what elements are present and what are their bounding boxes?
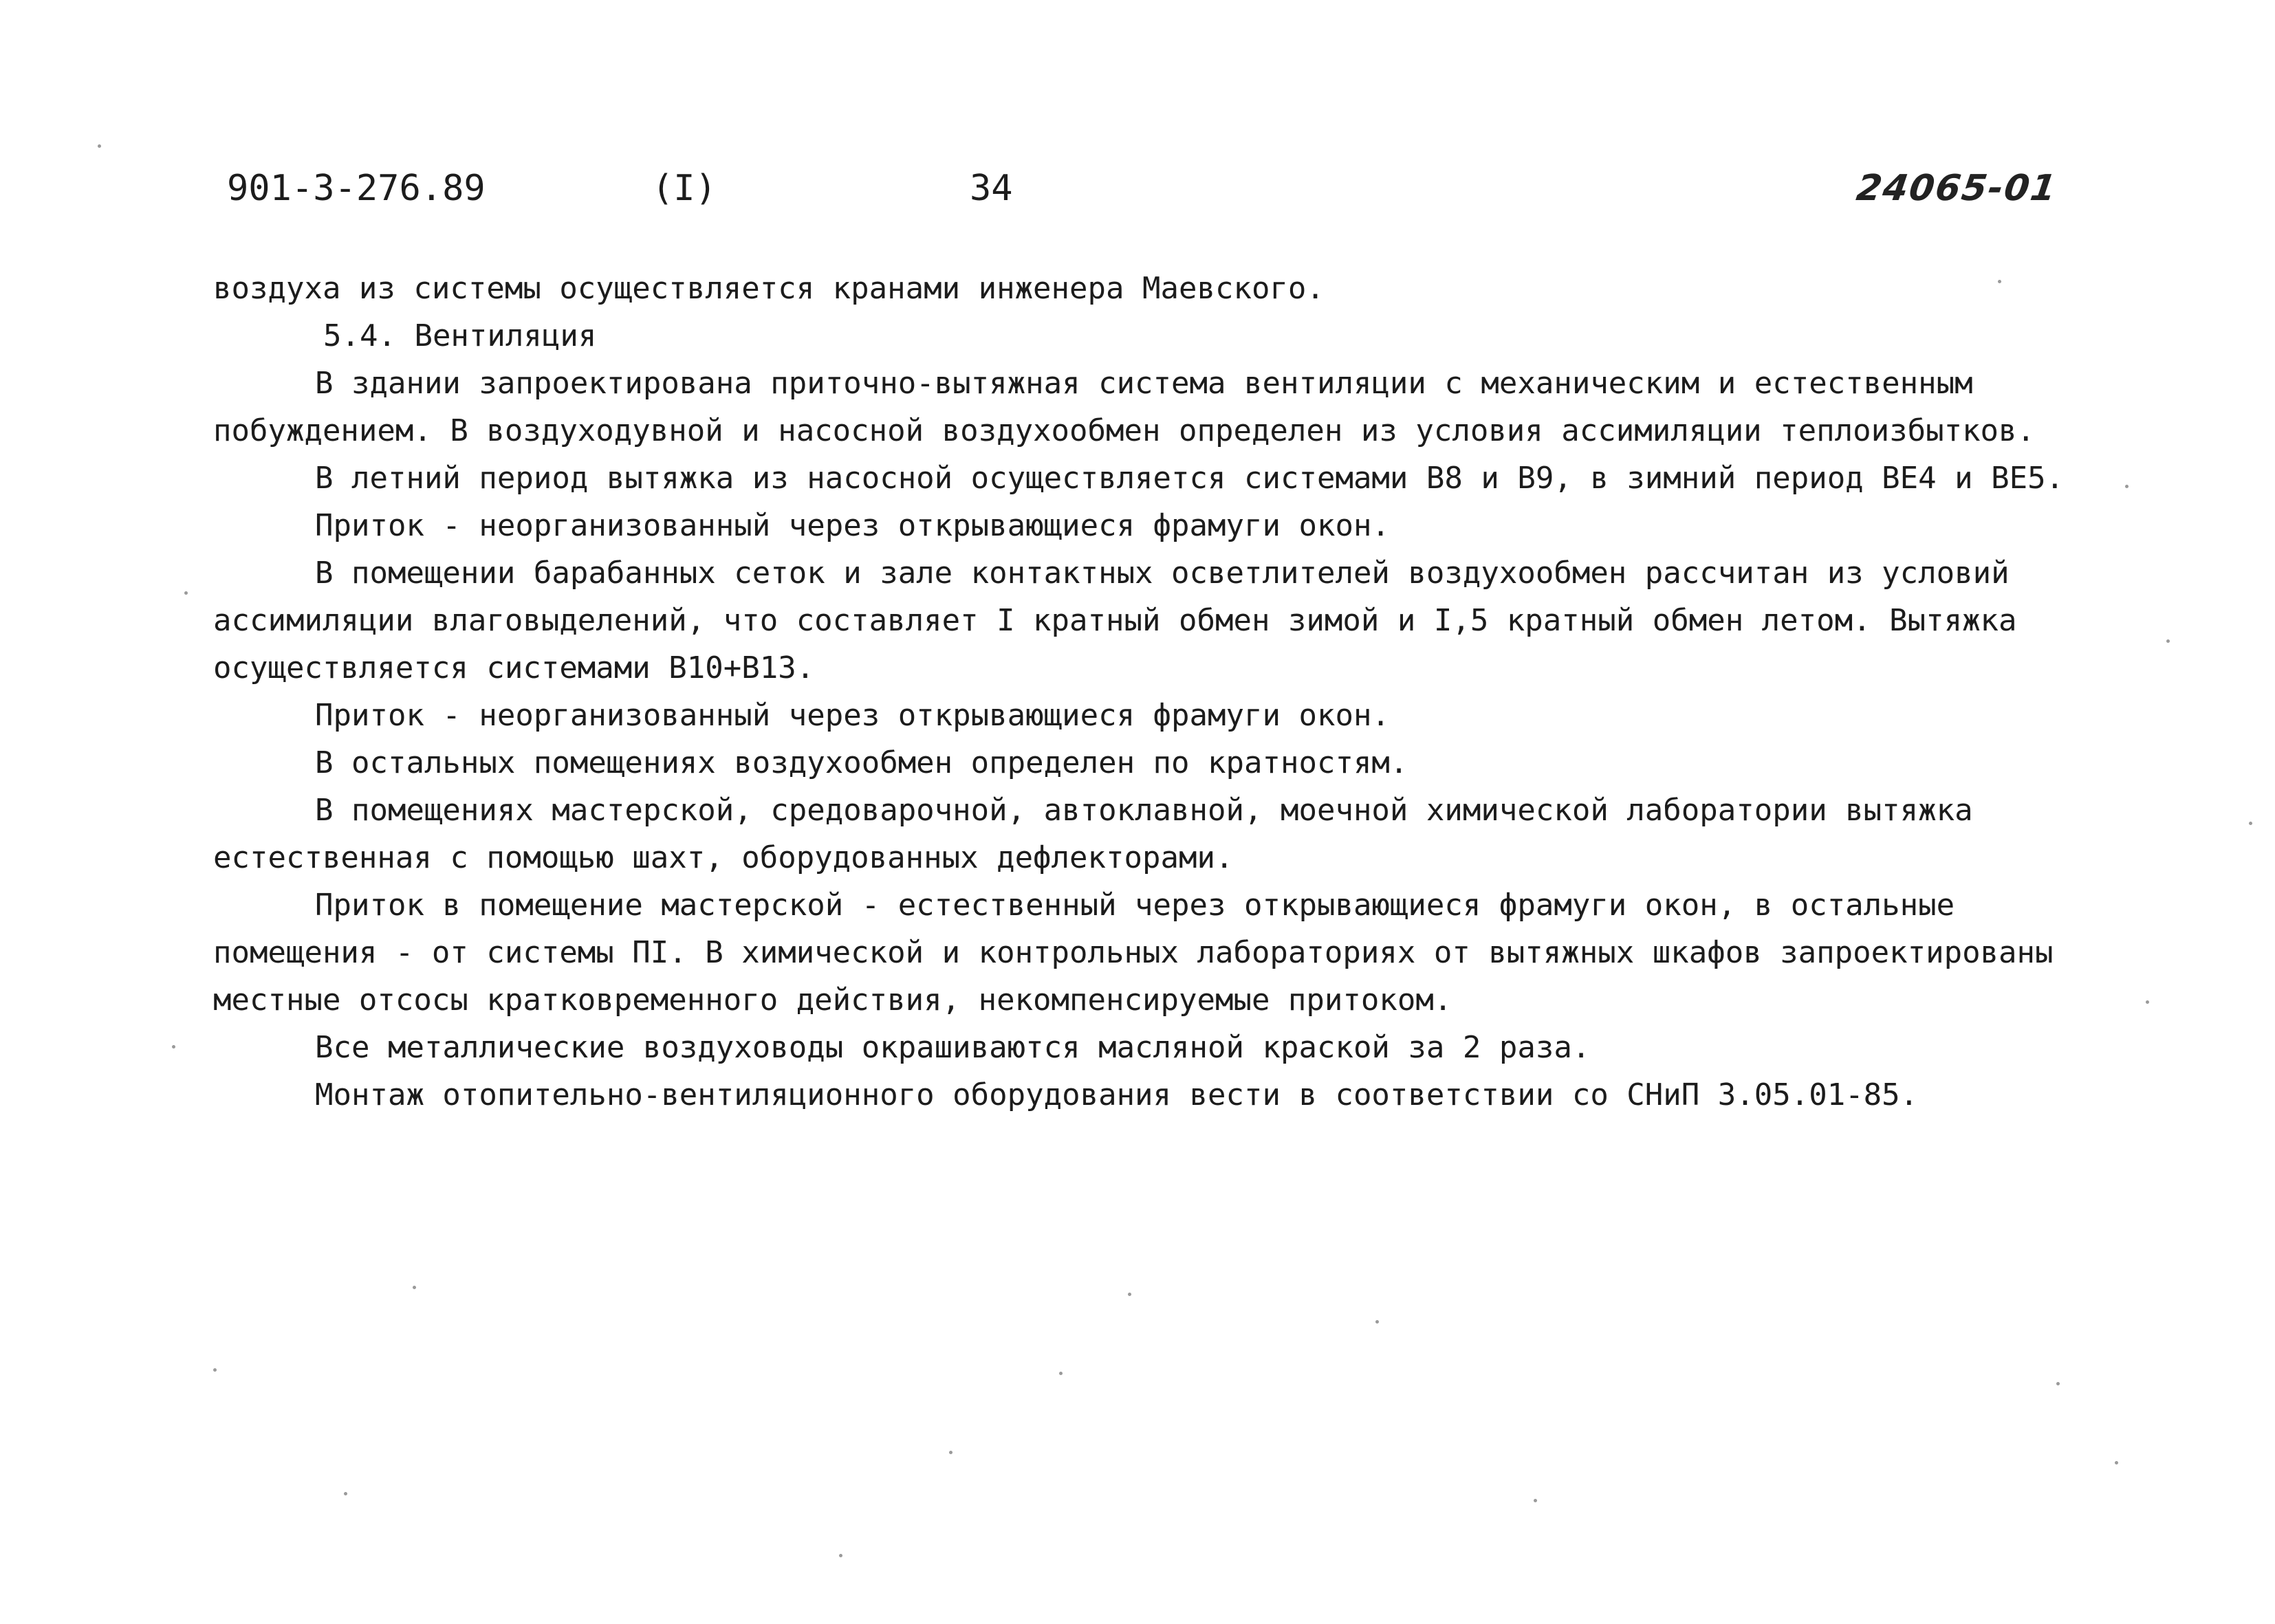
- scan-speck: [413, 1286, 416, 1289]
- scan-speck: [1059, 1372, 1063, 1375]
- document-body: [213, 265, 2132, 1119]
- scan-speck: [1128, 1293, 1131, 1296]
- paragraph: Все металлические воздуховоды окрашиваются масляной краской за 2 раза.: [315, 1030, 1591, 1065]
- paragraph: Монтаж отопительно-вентиляционного оборудования вести в соответствии со СНиП 3.05.01-85.: [315, 1077, 1919, 1112]
- scan-speck: [949, 1451, 953, 1454]
- paragraph: Приток - неорганизованный через открывающиеся фрамуги окон.: [315, 508, 1390, 543]
- scan-speck: [172, 1045, 175, 1049]
- document-number: 901-3-276.89: [227, 168, 486, 209]
- paragraph: Приток в помещение мастерской - естественный через открывающиеся фрамуги окон, в остальные помещения - от системы ПI. В химической и контрольных лабораториях от вытяжных шкафов запроектированы местные отсосы кратковременного действия, некомпенсируемые притоком.: [213, 888, 2072, 1018]
- scan-speck: [2249, 822, 2252, 825]
- scan-speck: [2166, 639, 2170, 643]
- scan-speck: [98, 144, 101, 148]
- paragraph: В помещении барабанных сеток и зале контактных осветлителей воздухообмен рассчитан из условий ассимиляции влаговыделений, что составляет I кратный обмен зимой и I,5 кратный обмен летом. Вытяжка осуществляется системами В10+В13.: [213, 556, 2036, 685]
- paragraph: В помещениях мастерской, средоварочной, автоклавной, моечной химической лаборатории вытяжка естественная с помощью шахт, оборудованных дефлекторами.: [213, 793, 1992, 875]
- scan-speck: [2146, 1000, 2149, 1004]
- paragraph: Приток - неорганизованный через открывающиеся фрамуги окон.: [315, 698, 1390, 733]
- scan-speck: [1375, 1320, 1379, 1324]
- page-number: 34: [970, 168, 1013, 209]
- section-heading: 5.4. Вентиляция: [323, 318, 597, 353]
- scan-speck: [2056, 1382, 2060, 1385]
- scan-speck: [839, 1554, 842, 1557]
- scan-speck: [1998, 280, 2001, 283]
- paragraph: В летний период вытяжка из насосной осуществляется системами В8 и В9, в зимний период ВЕ4 и ВЕ5.: [315, 461, 2065, 496]
- scan-speck: [184, 591, 188, 595]
- paragraph: В здании запроектирована приточно-вытяжная система вентиляции с механическим и естественным побуждением. В воздуходувной и насосной воздухообмен определен из условия ассимиляции теплоизбытков.: [213, 366, 2036, 448]
- inventory-number: 24065-01: [1853, 168, 2060, 209]
- paragraph: В остальных помещениях воздухообмен определен по кратностям.: [315, 745, 1408, 780]
- paragraph-continuation: воздуха из системы осуществляется кранами инженера Маевского.: [213, 271, 1325, 306]
- scan-speck: [344, 1492, 347, 1495]
- scan-speck: [2125, 485, 2129, 488]
- scan-speck: [1534, 1499, 1537, 1502]
- scan-speck: [213, 1368, 217, 1372]
- scan-speck: [2115, 1461, 2118, 1464]
- volume-number: (I): [652, 168, 717, 209]
